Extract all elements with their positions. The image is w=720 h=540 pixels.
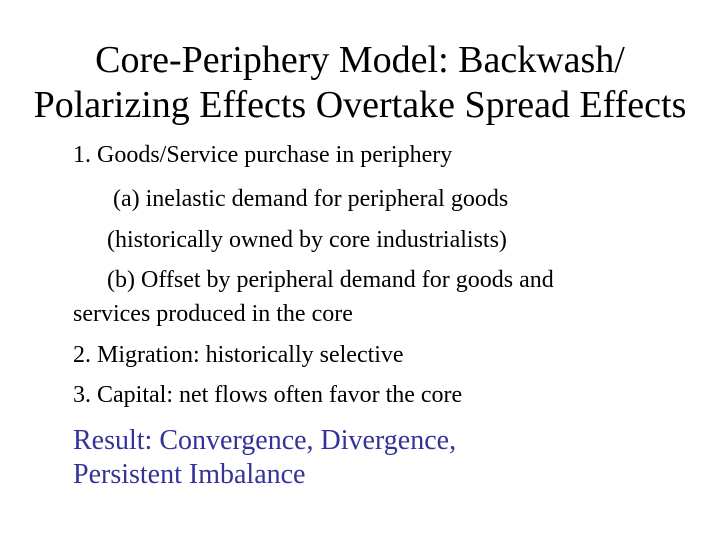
subpoint-a-continuation: (historically owned by core industrialists) xyxy=(107,227,507,253)
result-line-2: Persistent Imbalance xyxy=(73,459,306,490)
subpoint-b-offset: (b) Offset by peripheral demand for goods and xyxy=(107,267,554,293)
subpoint-a-inelastic-demand: (a) inelastic demand for peripheral goods xyxy=(113,186,509,212)
title-line-1: Core-Periphery Model: Backwash/ xyxy=(95,39,625,81)
point-goods-services: 1. Goods/Service purchase in periphery xyxy=(73,142,453,168)
title-line-2: Polarizing Effects Overtake Spread Effects xyxy=(33,84,687,126)
point-capital: 3. Capital: net flows often favor the core xyxy=(73,382,463,408)
point-migration: 2. Migration: historically selective xyxy=(73,342,404,368)
result-line-1: Result: Convergence, Divergence, xyxy=(73,425,457,456)
subpoint-b-continuation: services produced in the core xyxy=(73,301,353,327)
slide-title xyxy=(0,38,720,128)
result-statement xyxy=(73,424,456,492)
